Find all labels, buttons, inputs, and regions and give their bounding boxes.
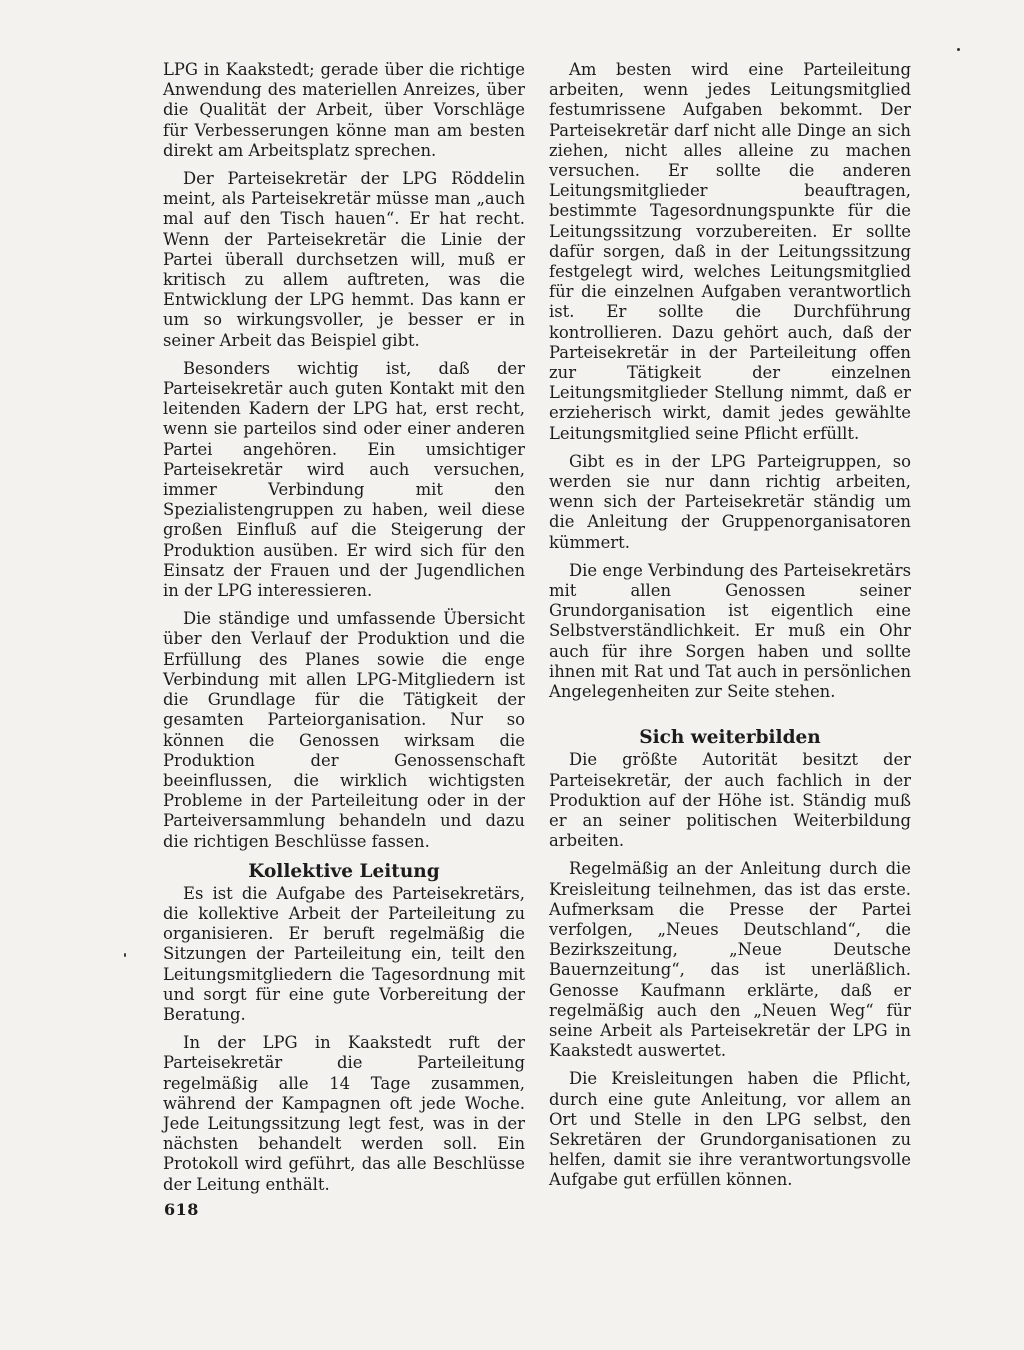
paragraph: Die größte Autorität besitzt der Parteisekretär, der auch fachlich in der Produktion auf der Höhe ist. Ständig muß er an seiner politischen Weiterbildung arbeiten. xyxy=(549,750,911,851)
paragraph: Die enge Verbindung des Parteisekretärs mit allen Genossen seiner Grundorganisation ist eigentlich eine Selbstverständlichkeit. Er muß ein Ohr auch für ihre Sorgen haben und sollte ihnen mit Rat und Tat auch in persönlichen Angelegenheiten zur Seite stehen. xyxy=(549,560,911,702)
paragraph: In der LPG in Kaakstedt ruft der Parteisekretär die Parteileitung regelmäßig alle 14 Tage zusammen, während der Kampagnen oft jede Woche. Jede Leitungssitzung legt fest, was in der nächsten behandelt werden soll. Ein Protokoll wird geführt, das alle Beschlüsse der Leitung enthält. xyxy=(163,1033,525,1194)
print-speck xyxy=(124,953,126,957)
right-column xyxy=(549,60,911,1199)
paragraph: Die Kreisleitungen haben die Pflicht, durch eine gute Anleitung, vor allem an Ort und Stelle in den LPG selbst, den Sekretären der Grundorganisationen zu helfen, damit sie ihre verantwortungsvolle Aufgabe gut erfüllen können. xyxy=(549,1069,911,1190)
left-column xyxy=(163,60,525,1203)
paragraph: Am besten wird eine Parteileitung arbeiten, wenn jedes Leitungsmitglied festumrissene Aufgaben bekommt. Der Parteisekretär darf nicht alle Dinge an sich ziehen, nicht alles alleine zu machen versuchen. Er sollte die anderen Leitungsmitglieder beauftragen, bestimmte Tagesordnungspunkte für die Leitungssitzung vorzubereiten. Er sollte dafür sorgen, daß in der Leitungssitzung festgelegt wird, welches Leitungsmitglied für die einzelnen Aufgaben verantwortlich ist. Er sollte die Durchführung kontrollieren. Dazu gehört auch, daß der Parteisekretär in der Parteileitung offen zur Tätigkeit der einzelnen Leitungsmitglieder Stellung nimmt, daß er erzieherisch wirkt, damit jedes gewählte Leitungsmitglied seine Pflicht erfüllt. xyxy=(549,60,911,443)
section-heading-sich-weiterbilden: Sich weiterbilden xyxy=(639,727,821,749)
paragraph: Besonders wichtig ist, daß der Parteisekretär auch guten Kontakt mit den leitenden Kadern der LPG hat, erst recht, wenn sie parteilos sind oder einer anderen Partei angehören. Ein umsichtiger Parteisekretär wird auch versuchen, immer Verbindung mit den Spezialistengruppen zu haben, weil diese großen Einfluß auf die Steigerung der Produktion ausüben. Er wird sich für den Einsatz der Frauen und der Jugendlichen in der LPG interessieren. xyxy=(163,358,525,601)
paragraph: LPG in Kaakstedt; gerade über die richtige Anwendung des materiellen Anreizes, über die Qualität der Arbeit, über Vorschläge für Verbesserungen könne man am besten direkt am Arbeitsplatz sprechen. xyxy=(163,60,525,160)
print-speck xyxy=(957,48,960,51)
paragraph: Der Parteisekretär der LPG Röddelin meint, als Parteisekretär müsse man „auch mal auf den Tisch hauen“. Er hat recht. Wenn der Parteisekretär die Linie der Partei überall durchsetzen will, muß er kritisch zu allem auftreten, was die Entwicklung der LPG hemmt. Das kann er um so wirkungsvoller, je besser er in seiner Arbeit das Beispiel gibt. xyxy=(163,169,525,350)
paragraph: Es ist die Aufgabe des Parteisekretärs, die kollektive Arbeit der Parteileitung zu organisieren. Er beruft regelmäßig die Sitzungen der Parteileitung ein, teilt den Leitungsmitgliedern die Tagesordnung mit und sorgt für eine gute Vorbereitung der Beratung. xyxy=(163,883,525,1024)
paragraph: Die ständige und umfassende Übersicht über den Verlauf der Produktion und die Erfüllung des Planes sowie die enge Verbindung mit allen LPG-Mitgliedern ist die Grundlage für die Tätigkeit der gesamten Parteiorganisation. Nur so können die Genossen wirksam die Produktion der Genossenschaft beeinflussen, die wirklich wichtigsten Probleme in der Parteileitung oder in der Parteiversammlung behandeln und dazu die richtigen Beschlüsse fassen. xyxy=(163,609,525,851)
paragraph: Regelmäßig an der Anleitung durch die Kreisleitung teilnehmen, das ist das erste. Aufmerksam die Presse der Partei verfolgen, „Neues Deutschland“, die Bezirkszeitung, „Neue Deutsche Bauernzeitung“, das ist unerläßlich. Genosse Kaufmann erklärte, daß er regelmäßig auch den „Neuen Weg“ für seine Arbeit als Parteisekretär der LPG in Kaakstedt auswertet. xyxy=(549,859,911,1061)
page-number: 618 xyxy=(164,1200,199,1219)
section-heading-kollektive-leitung: Kollektive Leitung xyxy=(248,860,440,882)
paragraph: Gibt es in der LPG Parteigruppen, so werden sie nur dann richtig arbeiten, wenn sich der Parteisekretär ständig um die Anleitung der Gruppenorganisatoren kümmert. xyxy=(549,451,911,552)
